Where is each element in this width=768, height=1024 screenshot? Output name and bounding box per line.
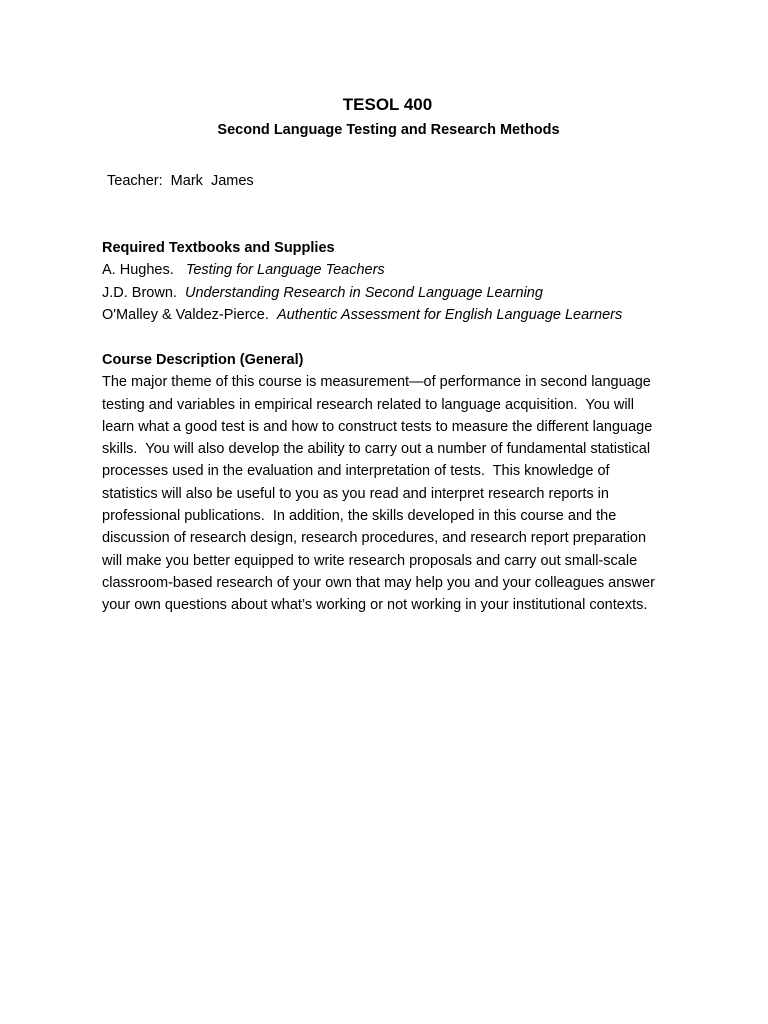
description-line: discussion of research design, research procedures, and research report preparation bbox=[102, 530, 647, 547]
textbook-item bbox=[102, 304, 682, 326]
textbook-title: Authentic Assessment for English Language Learners bbox=[276, 306, 623, 323]
description-line: processes used in the evaluation and interpretation of tests. This knowledge of bbox=[102, 463, 610, 480]
textbook-item bbox=[102, 259, 682, 281]
description-line: The major theme of this course is measurement—of performance in second language bbox=[102, 374, 651, 391]
textbook-author: O'Malley & Valdez-Pierce. bbox=[102, 306, 277, 323]
textbooks-heading: Required Textbooks and Supplies bbox=[102, 240, 335, 256]
description-line: skills. You will also develop the ability to carry out a number of fundamental statistical bbox=[102, 441, 651, 458]
textbooks-section bbox=[102, 237, 682, 326]
course-subtitle: Second Language Testing and Research Methods bbox=[217, 122, 560, 138]
course-title: TESOL 400 bbox=[342, 95, 433, 114]
description-line: statistics will also be useful to you as you read and interpret research reports in bbox=[102, 485, 609, 502]
description-line: classroom-based research of your own that may help you and your colleagues answer bbox=[102, 574, 655, 591]
description-line: will make you better equipped to write research proposals and carry out small-scale bbox=[102, 552, 638, 569]
description-line: learn what a good test is and how to construct tests to measure the different language bbox=[102, 418, 653, 435]
textbook-author: J.D. Brown. bbox=[102, 284, 185, 301]
description-line: your own questions about what’s working or not working in your institutional contexts. bbox=[102, 597, 648, 614]
textbook-title: Understanding Research in Second Language Learning bbox=[185, 284, 543, 301]
description-line: testing and variables in empirical research related to language acquisition. You will bbox=[102, 396, 634, 413]
description-line: professional publications. In addition, the skills developed in this course and the bbox=[102, 508, 617, 525]
textbook-author: A. Hughes. bbox=[102, 262, 186, 279]
course-description-section bbox=[102, 349, 682, 617]
teacher-line: Teacher: Mark James bbox=[107, 173, 254, 189]
textbook-title: Testing for Language Teachers bbox=[185, 262, 385, 279]
description-heading: Course Description (General) bbox=[102, 352, 304, 368]
textbook-item bbox=[102, 282, 682, 304]
